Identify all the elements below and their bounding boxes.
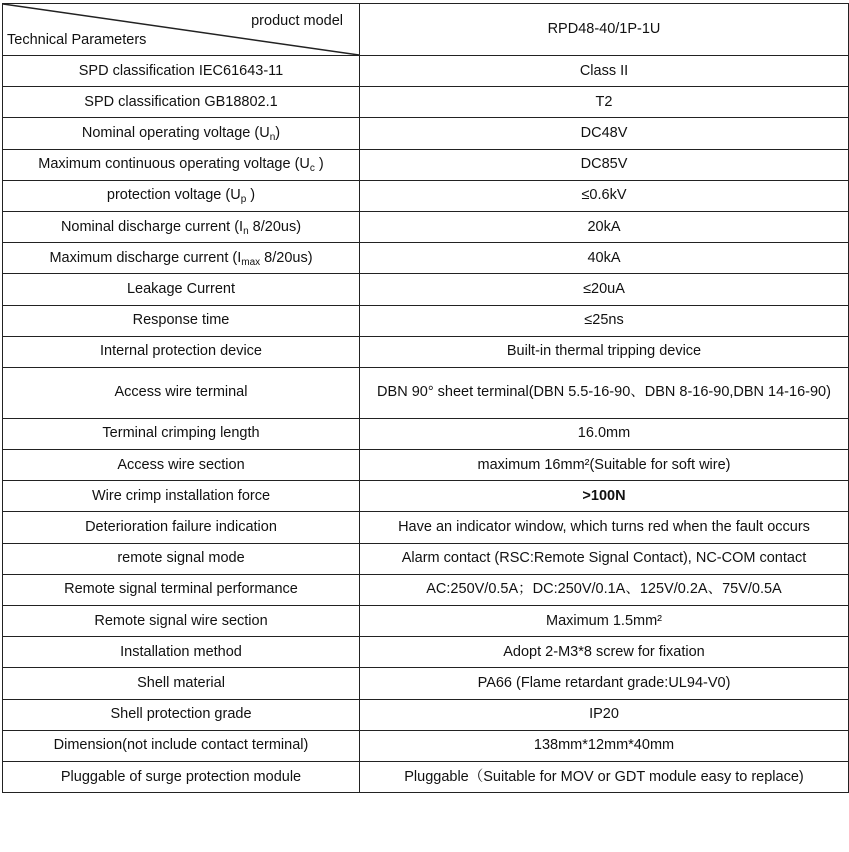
table-row: [3, 699, 849, 730]
table-row: [3, 730, 849, 761]
table-row: [3, 87, 849, 118]
parameter-name-cell: Terminal crimping length: [3, 418, 360, 449]
parameter-name-cell: [3, 149, 360, 180]
table-row: [3, 450, 849, 481]
parameter-name-cell: Wire crimp installation force: [3, 481, 360, 512]
parameter-subscript: n: [269, 131, 276, 143]
parameter-subscript: n: [243, 225, 249, 237]
parameter-value-cell: Have an indicator window, which turns red when the fault occurs: [360, 512, 849, 543]
parameter-value-cell: 20kA: [360, 211, 849, 242]
parameter-name-cell: Access wire section: [3, 450, 360, 481]
parameter-value-cell: ≤25ns: [360, 305, 849, 336]
parameter-value-cell: AC:250V/0.5A；DC:250V/0.1A、125V/0.2A、75V/0.5A: [360, 574, 849, 605]
parameter-value-cell: Pluggable（Suitable for MOV or GDT module easy to replace): [360, 761, 849, 792]
parameter-value-cell: maximum 16mm²(Suitable for soft wire): [360, 450, 849, 481]
parameter-name-cell: SPD classification IEC61643-11: [3, 56, 360, 87]
parameter-name-cell: Access wire terminal: [3, 367, 360, 418]
parameter-value-cell: Alarm contact (RSC:Remote Signal Contact), NC-COM contact: [360, 543, 849, 574]
parameter-name-cell: [3, 118, 360, 149]
parameter-name-text: Nominal operating voltage (U: [81, 124, 270, 141]
parameter-value-cell: ≤20uA: [360, 274, 849, 305]
parameter-value-cell: DC85V: [360, 149, 849, 180]
table-row: [3, 118, 849, 149]
parameter-name-suffix: ): [314, 156, 324, 173]
table-row: [3, 56, 849, 87]
table-row: [3, 512, 849, 543]
parameter-name-cell: remote signal mode: [3, 543, 360, 574]
parameter-value-cell: Adopt 2-M3*8 screw for fixation: [360, 637, 849, 668]
parameter-name-cell: Shell protection grade: [3, 699, 360, 730]
table-row: [3, 637, 849, 668]
parameter-name-cell: Internal protection device: [3, 336, 360, 367]
table-row: [3, 367, 849, 418]
parameter-value-cell: T2: [360, 87, 849, 118]
parameter-subscript: c: [309, 163, 315, 175]
parameter-value-cell: DC48V: [360, 118, 849, 149]
table-row: [3, 668, 849, 699]
table-row: [3, 481, 849, 512]
table-row: [3, 211, 849, 242]
header-diagonal-cell: [3, 4, 360, 56]
parameter-name-cell: Pluggable of surge protection module: [3, 761, 360, 792]
table-row: [3, 243, 849, 274]
parameter-value-cell: Class II: [360, 56, 849, 87]
parameter-value-cell: >100N: [360, 481, 849, 512]
parameter-name-suffix: 8/20us): [248, 218, 302, 235]
parameter-name-cell: Response time: [3, 305, 360, 336]
parameter-value-cell: IP20: [360, 699, 849, 730]
table-row: [3, 305, 849, 336]
parameter-value-cell: 16.0mm: [360, 418, 849, 449]
parameter-subscript: p: [240, 194, 247, 206]
parameter-name-text: Nominal discharge current (I: [60, 218, 244, 235]
parameter-name-cell: SPD classification GB18802.1: [3, 87, 360, 118]
table-row: [3, 149, 849, 180]
parameter-name-cell: Shell material: [3, 668, 360, 699]
parameter-subscript: max: [241, 256, 261, 268]
header-model-value: RPD48-40/1P-1U: [360, 4, 849, 56]
parameter-name-suffix: 8/20us): [260, 249, 313, 266]
parameter-value-cell: 40kA: [360, 243, 849, 274]
parameter-name-cell: Deterioration failure indication: [3, 512, 360, 543]
parameter-name-cell: [3, 243, 360, 274]
table-row: [3, 761, 849, 792]
table-row: [3, 606, 849, 637]
table-row: [3, 418, 849, 449]
parameter-name-suffix: ): [246, 187, 256, 204]
parameter-name-cell: [3, 180, 360, 211]
parameter-value-cell: DBN 90° sheet terminal(DBN 5.5-16-90、DBN 8-16-90,DBN 14-16-90): [360, 367, 849, 418]
header-product-model: product model: [251, 13, 343, 29]
parameter-value-cell: Built-in thermal tripping device: [360, 336, 849, 367]
table-row: [3, 274, 849, 305]
table-row: [3, 543, 849, 574]
parameter-name-suffix: ): [275, 124, 281, 141]
header-technical-parameters: Technical Parameters: [7, 32, 147, 48]
table-row: [3, 336, 849, 367]
parameter-name-cell: Leakage Current: [3, 274, 360, 305]
spec-table-body: [3, 4, 849, 793]
table-row: [3, 180, 849, 211]
parameter-name-cell: Installation method: [3, 637, 360, 668]
parameter-name-text: Maximum continuous operating voltage (U: [38, 156, 310, 173]
parameter-name-cell: Remote signal terminal performance: [3, 574, 360, 605]
parameter-name-cell: [3, 211, 360, 242]
parameter-name-text: Maximum discharge current (I: [49, 249, 242, 266]
table-row: [3, 574, 849, 605]
parameter-value-cell: 138mm*12mm*40mm: [360, 730, 849, 761]
parameter-name-text: protection voltage (U: [106, 187, 241, 204]
parameter-name-cell: Dimension(not include contact terminal): [3, 730, 360, 761]
spec-table: [2, 3, 849, 793]
header-row: [3, 4, 849, 56]
parameter-value-cell: Maximum 1.5mm²: [360, 606, 849, 637]
parameter-name-cell: Remote signal wire section: [3, 606, 360, 637]
parameter-value-cell: PA66 (Flame retardant grade:UL94-V0): [360, 668, 849, 699]
parameter-value-cell: ≤0.6kV: [360, 180, 849, 211]
